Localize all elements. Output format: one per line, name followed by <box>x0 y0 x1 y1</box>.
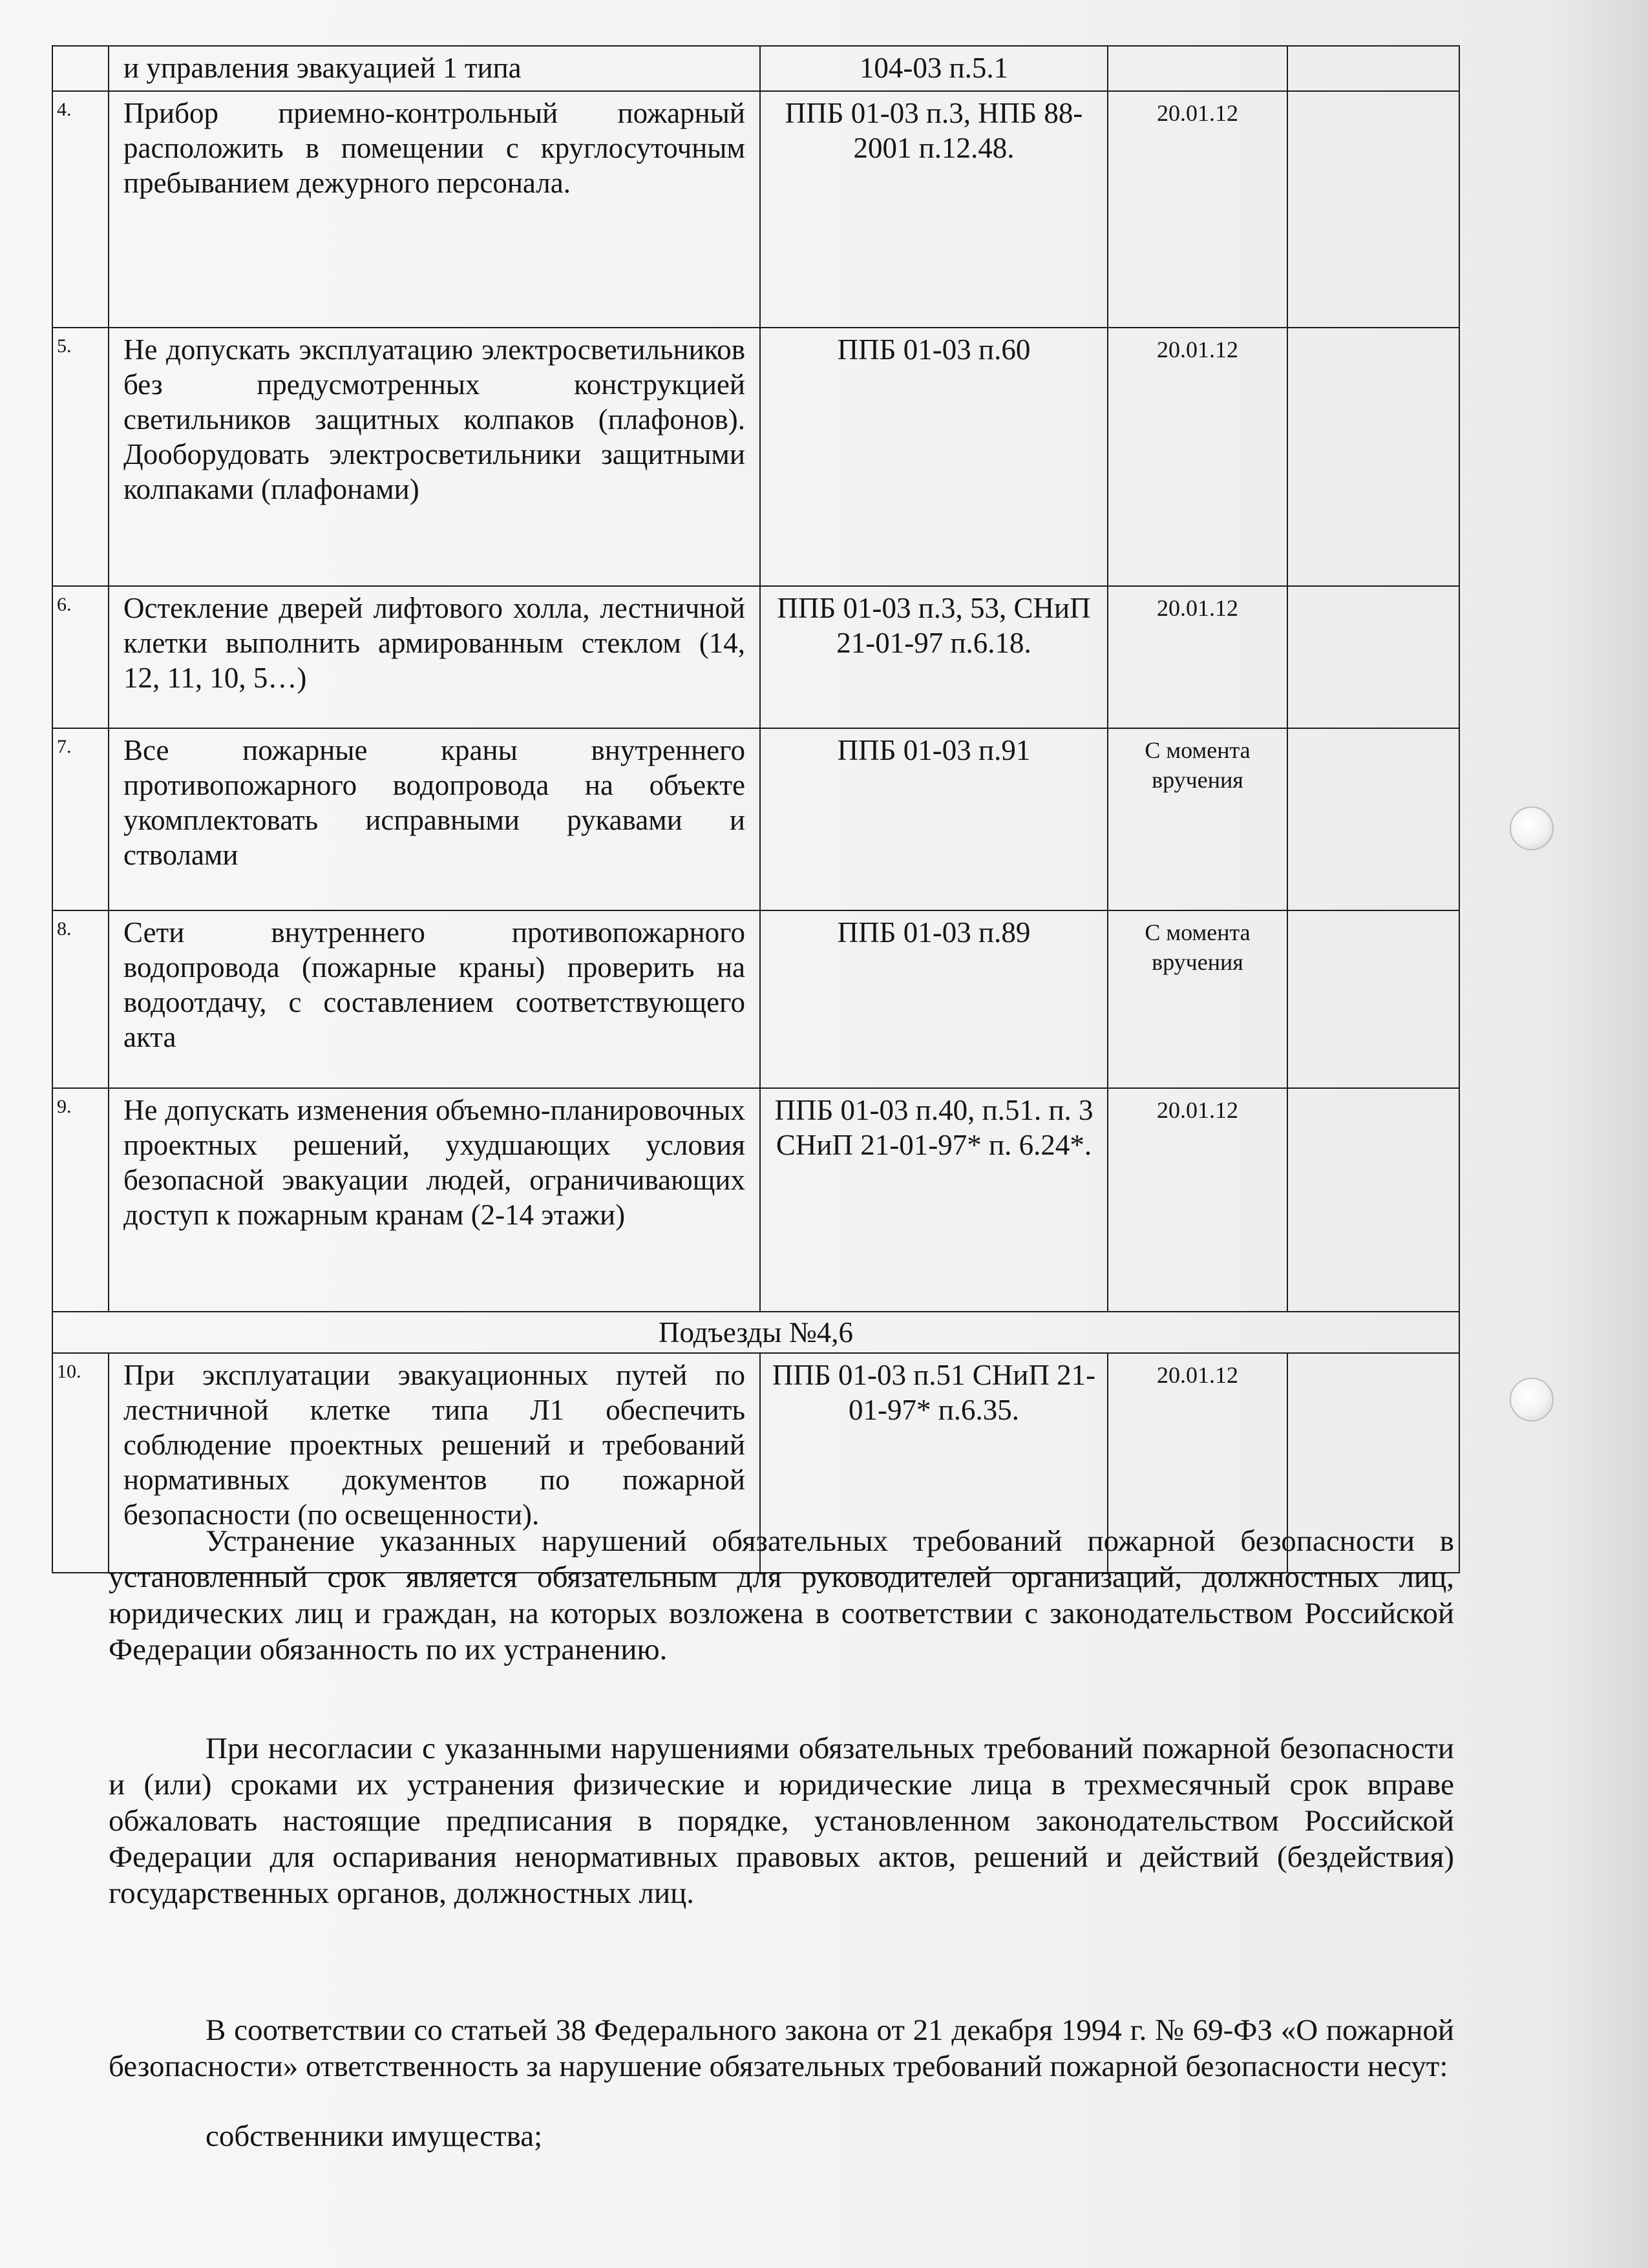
table-row <box>52 46 1459 91</box>
table-row <box>52 728 1459 910</box>
row-number: 9. <box>52 1088 109 1312</box>
row-norm: ППБ 01-03 п.51 СНиП 21-01-97* п.6.35. <box>760 1353 1108 1573</box>
row-description: и управления эвакуацией 1 типа <box>109 46 760 91</box>
body-text <box>109 2118 1454 2154</box>
row-number: 4. <box>52 91 109 328</box>
table-row <box>52 586 1459 728</box>
table-row <box>52 910 1459 1088</box>
row-term <box>1108 46 1287 91</box>
row-description: Не допускать изменения объемно-планировочных проектных решений, ухудшающих условия безопасной эвакуации людей, ограничивающих доступ к пожарным кранам (2-14 этажи) <box>109 1088 760 1312</box>
row-number <box>52 46 109 91</box>
row-mark <box>1287 46 1459 91</box>
table-row <box>52 91 1459 328</box>
row-norm: 104-03 п.5.1 <box>760 46 1108 91</box>
row-term: 20.01.12 <box>1108 328 1287 586</box>
row-description: Прибор приемно-контрольный пожарный расположить в помещении с круглосуточным пребыванием дежурного персонала. <box>109 91 760 328</box>
row-term: 20.01.12 <box>1108 1088 1287 1312</box>
row-term: 20.01.12 <box>1108 586 1287 728</box>
page-edge-shadow <box>1551 0 1648 2268</box>
section-title: Подъезды №4,6 <box>52 1312 1459 1353</box>
row-description: Все пожарные краны внутреннего противопожарного водопровода на объекте укомплектовать исправными рукавами и стволами <box>109 728 760 910</box>
row-norm: ППБ 01-03 п.3, НПБ 88-2001 п.12.48. <box>760 91 1108 328</box>
row-norm: ППБ 01-03 п.60 <box>760 328 1108 586</box>
table-row <box>52 328 1459 586</box>
paragraph: собственники имущества; <box>206 2119 543 2153</box>
row-mark <box>1287 91 1459 328</box>
row-description: Сети внутреннего противопожарного водопровода (пожарные краны) проверить на водоотдачу, с составлением соответствующего акта <box>109 910 760 1088</box>
row-mark <box>1287 1088 1459 1312</box>
row-norm: ППБ 01-03 п.40, п.51. п. 3 СНиП 21-01-97* п. 6.24*. <box>760 1088 1108 1312</box>
body-text <box>109 1730 1454 1911</box>
row-number: 6. <box>52 586 109 728</box>
punch-hole-bottom <box>1510 1378 1554 1422</box>
punch-hole-top <box>1510 806 1554 850</box>
row-mark <box>1287 328 1459 586</box>
row-number: 7. <box>52 728 109 910</box>
row-norm: ППБ 01-03 п.3, 53, СНиП 21-01-97 п.6.18. <box>760 586 1108 728</box>
row-term: 20.01.12 <box>1108 91 1287 328</box>
row-norm: ППБ 01-03 п.89 <box>760 910 1108 1088</box>
row-description: Не допускать эксплуатацию электросветильников без предусмотренных конструкцией светильников защитных колпаков (плафонов). Дооборудовать электросветильники защитными колпаками (плафонами) <box>109 328 760 586</box>
row-term: С момента вручения <box>1108 728 1287 910</box>
row-mark <box>1287 910 1459 1088</box>
body-text <box>109 2012 1454 2084</box>
violations-table <box>52 45 1460 1573</box>
row-description: Остекление дверей лифтового холла, лестничной клетки выполнить армированным стеклом (14, 12, 11, 10, 5…) <box>109 586 760 728</box>
paragraph: Устранение указанных нарушений обязательных требований пожарной безопасности в установленный срок является обязательным для руководителей организаций, должностных лиц, юридических лиц и граждан, на которых возложена в соответствии с законодательством Российской Федерации обязанность по их устранению. <box>109 1524 1454 1666</box>
row-number: 8. <box>52 910 109 1088</box>
row-term: 20.01.12 <box>1108 1353 1287 1573</box>
paragraph: В соответствии со статьей 38 Федерального закона от 21 декабря 1994 г. № 69-ФЗ «О пожарной безопасности» ответственность за нарушение обязательных требований пожарной безопасности несут: <box>109 2013 1454 2083</box>
row-description: При эксплуатации эвакуационных путей по лестничной клетке типа Л1 обеспечить соблюдение проектных решений и требований нормативных документов по пожарной безопасности (по освещенности). <box>109 1353 760 1573</box>
paragraph: При несогласии с указанными нарушениями обязательных требований пожарной безопасности и (или) сроками их устранения физические и юридические лица в трехмесячный срок вправе обжаловать настоящие предписания в порядке, установленном законодательством Российской Федерации для оспаривания ненормативных правовых актов, решений и действий (бездействия) государственных органов, должностных лиц. <box>109 1732 1454 1910</box>
row-mark <box>1287 728 1459 910</box>
section-row <box>52 1312 1459 1353</box>
table-row <box>52 1088 1459 1312</box>
row-term: С момента вручения <box>1108 910 1287 1088</box>
row-number: 10. <box>52 1353 109 1573</box>
row-number: 5. <box>52 328 109 586</box>
body-text <box>109 1523 1454 1668</box>
row-mark <box>1287 586 1459 728</box>
row-norm: ППБ 01-03 п.91 <box>760 728 1108 910</box>
